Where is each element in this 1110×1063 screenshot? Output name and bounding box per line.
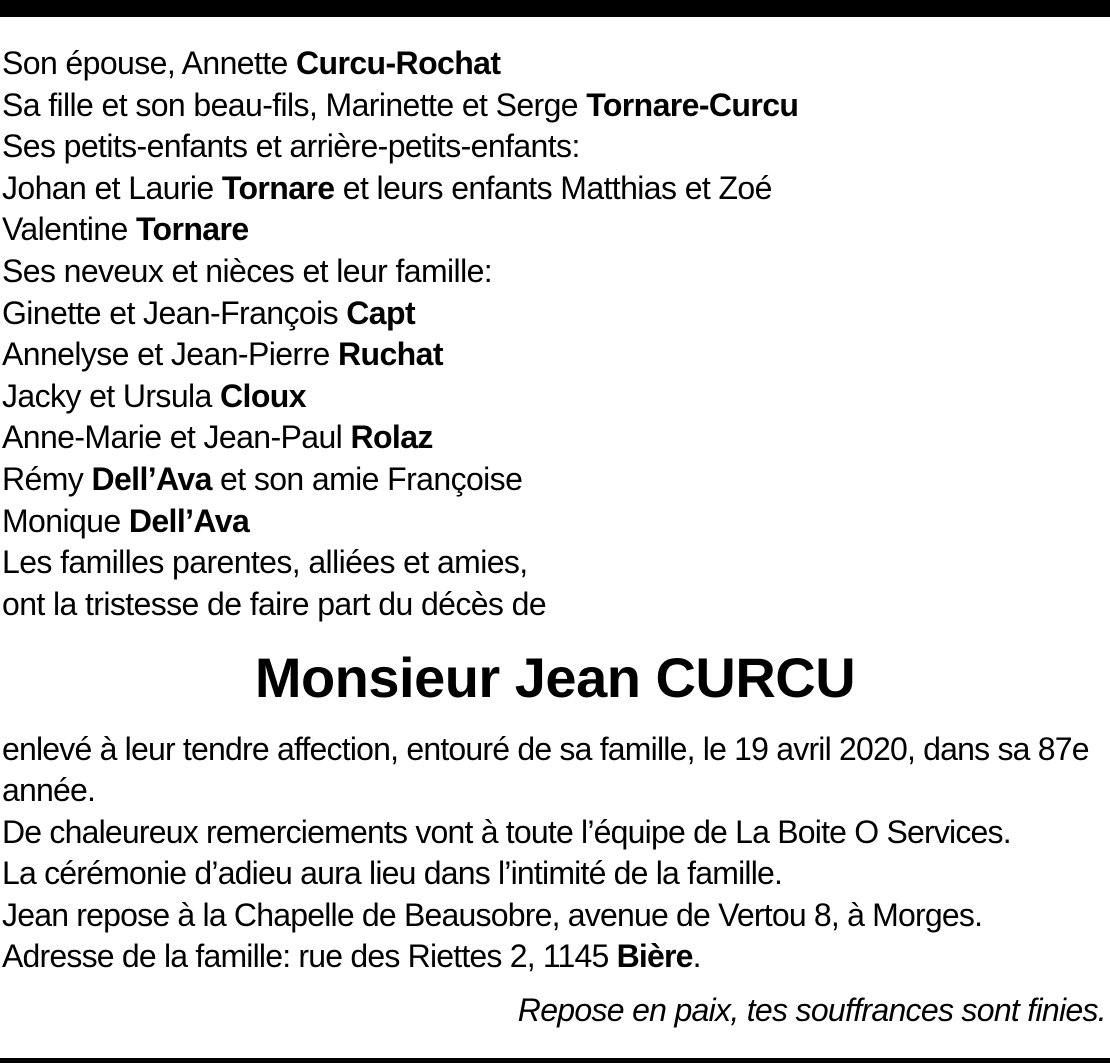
family-address: Adresse de la famille: rue des Riettes 2, 1145 Bière.	[2, 938, 701, 975]
passing-text: enlevé à leur tendre affection, entouré de sa famille, le 19 avril 2020, dans sa 87e année.	[2, 731, 1089, 809]
family-surname: Dell’Ava	[128, 502, 250, 539]
family-list	[2, 43, 1102, 625]
ceremony-text: La cérémonie d’adieu aura lieu dans l’intimité de la famille.	[2, 855, 783, 892]
family-line-ruchat: Annelyse et Jean-Pierre Ruchat	[2, 336, 443, 373]
family-line-daughter: Sa fille et son beau-fils, Marinette et Serge Tornare-Curcu	[2, 86, 799, 123]
family-line-rolaz: Anne-Marie et Jean-Paul Rolaz	[2, 419, 433, 456]
family-surname: Curcu-Rochat	[296, 45, 501, 81]
family-surname: Capt	[346, 294, 416, 331]
top-rule	[0, 0, 1110, 17]
family-line-spouse: Son épouse, Annette Curcu-Rochat	[2, 45, 501, 81]
family-surname: Tornare	[135, 211, 249, 248]
family-surname: Rolaz	[350, 419, 433, 456]
family-line-nephews-heading: Ses neveux et nièces et leur famille:	[2, 252, 493, 289]
family-surname: Tornare	[221, 169, 335, 206]
deceased-name: Monsieur Jean CURCU	[254, 646, 856, 709]
family-surname: Tornare-Curcu	[586, 86, 799, 123]
family-line-monique: Monique Dell’Ava	[2, 502, 250, 539]
notice-details	[2, 729, 1108, 977]
family-line-cloux: Jacky et Ursula Cloux	[2, 377, 306, 414]
family-line-grandchildren-heading: Ses petits-enfants et arrière-petits-enfants:	[2, 128, 580, 165]
family-surname: Cloux	[220, 377, 306, 414]
bottom-rule	[0, 1058, 1110, 1063]
family-line-remy: Rémy Dell’Ava et son amie Françoise	[2, 460, 523, 497]
family-line-capt: Ginette et Jean-François Capt	[2, 294, 416, 331]
family-line-valentine: Valentine Tornare	[2, 211, 249, 248]
family-line-johan-laurie: Johan et Laurie Tornare et leurs enfants Matthias et Zoé	[2, 169, 772, 206]
closing-phrase: Repose en paix, tes souffrances sont finies.	[517, 992, 1106, 1028]
address-town: Bière	[616, 938, 693, 975]
thanks-text: De chaleureux remerciements vont à toute l’équipe de La Boite O Services.	[2, 813, 1011, 850]
family-line-relatives: Les familles parentes, alliées et amies,	[2, 544, 528, 581]
family-surname: Ruchat	[338, 336, 443, 373]
repose-text: Jean repose à la Chapelle de Beausobre, avenue de Vertou 8, à Morges.	[2, 896, 983, 933]
family-line-announcement: ont la tristesse de faire part du décès de	[2, 585, 547, 622]
family-surname: Dell’Ava	[91, 460, 212, 497]
